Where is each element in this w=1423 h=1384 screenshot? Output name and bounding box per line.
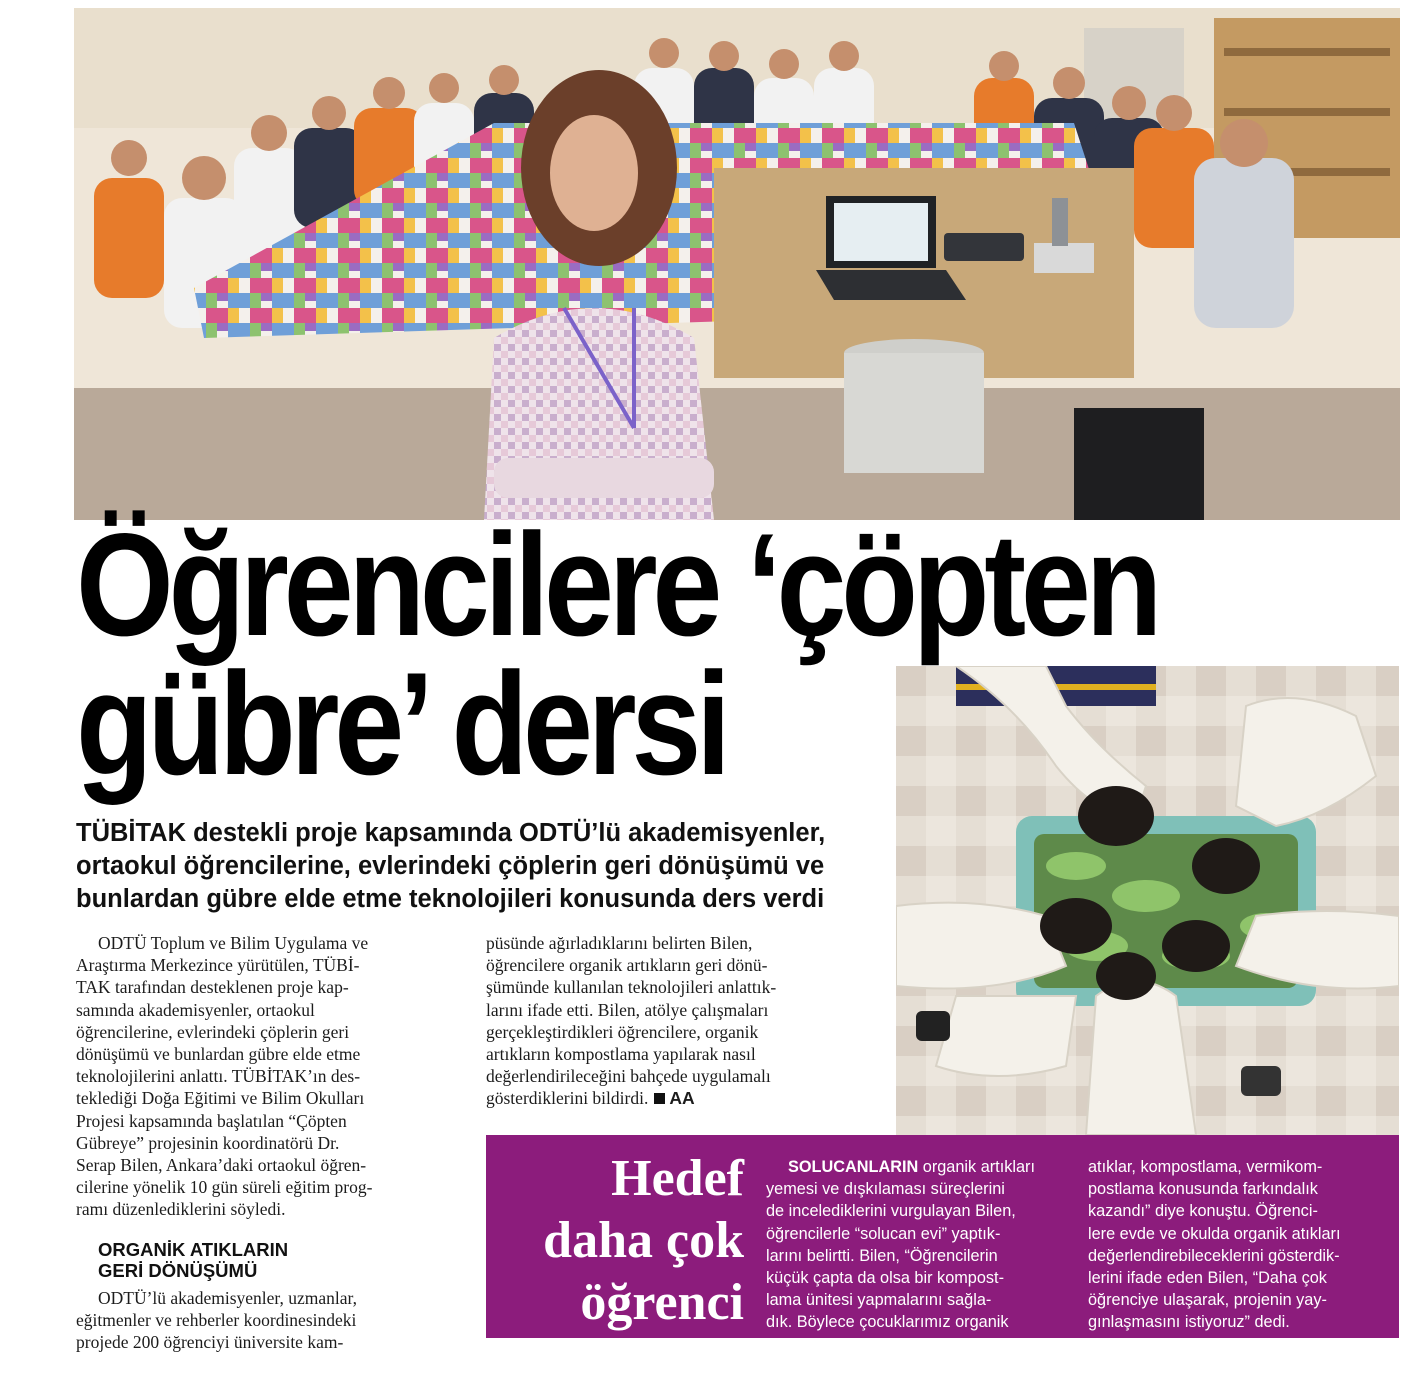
body-line: Gübreye” projesinin koordinatörü Dr. xyxy=(76,1132,340,1153)
body-line: cilerine yönelik 10 gün süreli eğitim prog- xyxy=(76,1177,373,1198)
sidebar-line: dık. Böylece çocuklarımız organik xyxy=(766,1313,1009,1332)
classroom-photo xyxy=(74,8,1400,520)
sidebar-title xyxy=(486,1135,744,1338)
end-square-icon xyxy=(654,1093,665,1104)
body-line: değerlendirileceğini bahçede uygulamalı xyxy=(486,1066,771,1087)
body-line: Serap Bilen, Ankara’daki ortaokul öğren- xyxy=(76,1155,367,1176)
body-line: öğrencilerine, evlerindeki çöplerin geri xyxy=(76,1021,350,1042)
body-line: öğrencilere organik artıkların geri dönü- xyxy=(486,955,768,976)
body-line: ramı düzenlediklerini söyledi. xyxy=(76,1199,286,1220)
sidebar-line: lerini ifade eden Bilen, “Daha çok xyxy=(1088,1269,1327,1288)
sidebar-line: öğrenciye ulaşarak, projenin yay- xyxy=(1088,1291,1327,1310)
body-line: ODTÜ’lü akademisyenler, uzmanlar, xyxy=(98,1287,358,1308)
deck-line-3: bunlardan gübre elde etme teknolojileri konusunda ders verdi xyxy=(76,885,825,913)
sidebar-line: gınlaşmasını istiyoruz” dedi. xyxy=(1088,1313,1290,1332)
sidebar-line: de incelediklerini vurgulayan Bilen, xyxy=(766,1202,1016,1221)
body-line: Araştırma Merkezince yürütülen, TÜBİ- xyxy=(76,955,360,976)
body-line: samında akademisyenler, ortaokul xyxy=(76,999,315,1020)
body-line-text: gösterdiklerini bildirdi. xyxy=(486,1088,649,1109)
body-line: TAK tarafından desteklenen proje kap- xyxy=(76,977,349,998)
deck-line-2: ortaokul öğrencilerine, evlerindeki çöplerin geri dönüşümü ve xyxy=(76,852,825,880)
body-line: gerçekleştirdikleri öğrencilere, organik xyxy=(486,1021,759,1042)
body-column-1 xyxy=(76,932,448,1353)
body-line: eğitmenler ve rehberler koordinesindeki xyxy=(76,1309,357,1330)
sidebar-line: değerlendirebileceklerini gösterdik- xyxy=(1088,1246,1340,1265)
subhead-line-1: ORGANİK ATIKLARIN xyxy=(98,1238,289,1260)
headline-line-2: gübre’ dersi xyxy=(76,642,726,805)
sidebar-line: postlama konusunda farkındalık xyxy=(1088,1180,1318,1199)
body-line: şümünde kullanılan teknolojileri anlattık- xyxy=(486,977,777,998)
sidebar-box xyxy=(486,1135,1399,1338)
sidebar-line: atıklar, kompostlama, vermikom- xyxy=(1088,1158,1323,1176)
sidebar-title-line-1: Hedef xyxy=(611,1150,744,1207)
body-line: teklediği Doğa Eğitimi ve Bilim Okulları xyxy=(76,1088,365,1109)
body-line: larını ifade etti. Bilen, atölye çalışmaları xyxy=(486,999,769,1020)
body-line-last xyxy=(486,1087,881,1109)
sidebar-line: kazandı” diye konuştu. Öğrenci- xyxy=(1088,1202,1318,1221)
subhead-line-2: GERİ DÖNÜŞÜMÜ xyxy=(98,1259,258,1281)
sidebar-line: yemesi ve dışkılaması süreçlerini xyxy=(766,1180,1005,1199)
body-line: püsünde ağırladıklarını belirten Bilen, xyxy=(486,933,753,953)
body-line: teknolojilerini anlattı. TÜBİTAK’ın des- xyxy=(76,1066,361,1087)
sidebar-column-1 xyxy=(766,1156,1066,1334)
sidebar-title-line-2: daha çok xyxy=(543,1212,744,1269)
body-line: artıkların kompostlama yapılarak nasıl xyxy=(486,1044,756,1065)
sidebar-line: larını belirtti. Bilen, “Öğrencilerin xyxy=(766,1246,998,1265)
headline-line-1: Öğrencilere ‘çöpten xyxy=(76,503,1158,666)
sidebar-line-text: organik artıkları xyxy=(918,1158,1035,1176)
sidebar-line: lama ünitesi yapmalarını sağla- xyxy=(766,1291,992,1310)
sidebar-column-2 xyxy=(1088,1156,1388,1334)
body-line: Projesi kapsamında başlatılan “Çöpten xyxy=(76,1110,347,1131)
sidebar-lead-word: SOLUCANLARIN xyxy=(788,1158,919,1176)
sidebar-line xyxy=(766,1156,1066,1178)
sidebar-line: öğrencilerle “solucan evi” yaptık- xyxy=(766,1224,1001,1243)
body-line: ODTÜ Toplum ve Bilim Uygulama ve xyxy=(98,933,369,953)
body-line: dönüşümü ve bunlardan gübre elde etme xyxy=(76,1044,361,1065)
body-column-2 xyxy=(486,932,881,1110)
sidebar-title-line-3: öğrenci xyxy=(580,1274,744,1331)
body-line: projede 200 öğrenciyi üniversite kam- xyxy=(76,1332,344,1353)
sidebar-line: lere evde ve okulda organik atıkları xyxy=(1088,1224,1341,1243)
hands-compost-photo xyxy=(896,666,1399,1135)
deck-line-1: TÜBİTAK destekli proje kapsamında ODTÜ’lü akademisyenler, xyxy=(76,819,826,847)
sidebar-line: küçük çapta da olsa bir kompost- xyxy=(766,1269,1005,1288)
source-credit: AA xyxy=(669,1088,695,1109)
